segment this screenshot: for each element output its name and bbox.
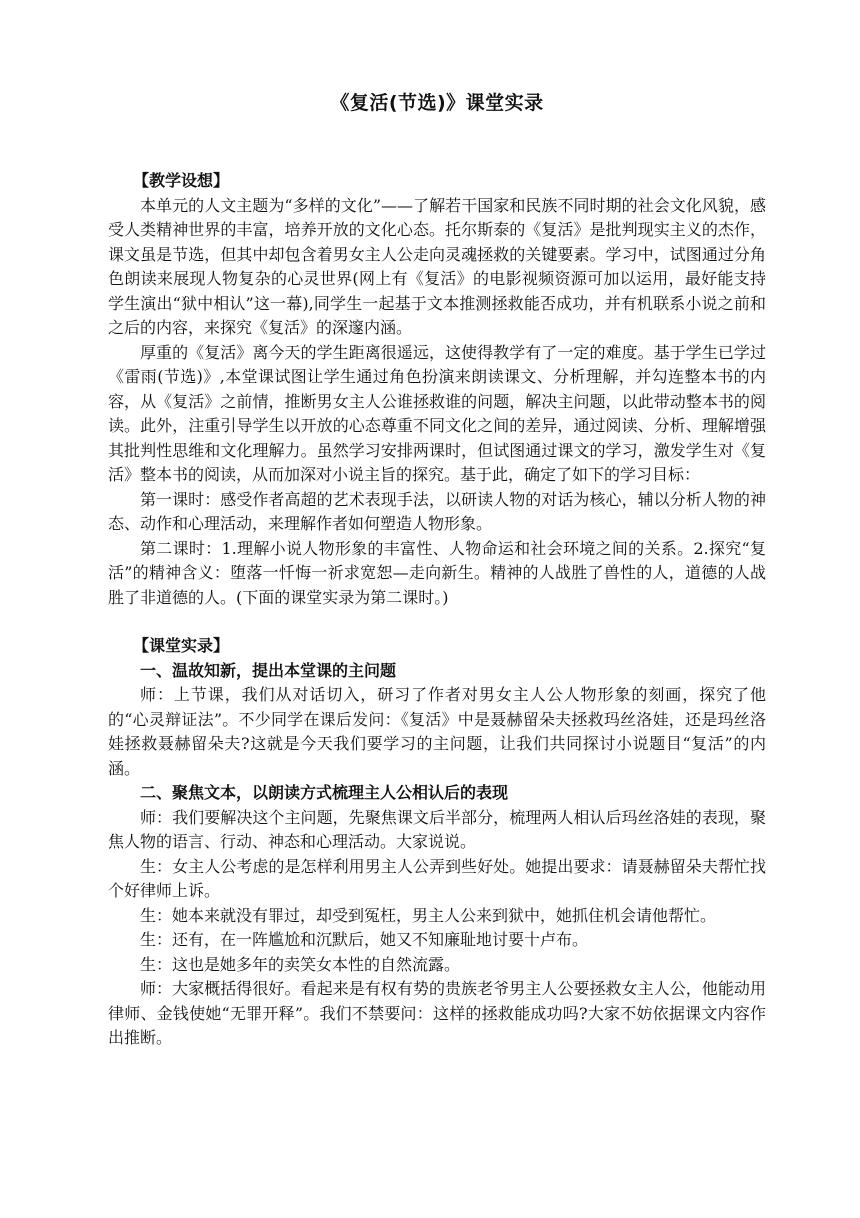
paragraph: 师：我们要解决这个主问题，先聚焦课文后半部分，梳理两人相认后玛丝洛娃的表现，聚焦人物的语言、行动、神态和心理活动。大家说说。 <box>108 807 766 851</box>
section-class-record <box>108 634 766 1051</box>
paragraph: 生：女主人公考虑的是怎样利用男主人公弄到些好处。她提出要求：请聂赫留朵夫帮忙找个好律师上诉。 <box>108 856 766 900</box>
paragraph: 厚重的《复活》离今天的学生距离很遥远，这使得教学有了一定的难度。基于学生已学过《雷雨(节选)》,本堂课试图让学生通过角色扮演来朗读课文、分析理解，并勾连整本书的内容，从《复活》之前情，推断男女主人公谁拯救谁的问题，解决主问题，以此带动整本书的阅读。此外，注重引导学生以开放的心态尊重不同文化之间的差异，通过阅读、分析、理解增强其批判性思维和文化理解力。虽然学习安排两课时，但试图通过课文的学习，激发学生对《复活》整本书的阅读，从而加深对小说主旨的探究。基于此，确定了如下的学习目标： <box>108 342 766 484</box>
section-heading-teaching-design: 【教学设想】 <box>133 171 230 190</box>
paragraph: 本单元的人文主题为“多样的文化”——了解若干国家和民族不同时期的社会文化风貌，感受人类精神世界的丰富，培养开放的文化心态。托尔斯泰的《复活》是批判现实主义的杰作，课文虽是节选，但其中却包含着男女主人公走向灵魂拯救的关键要素。学习中，试图通过分角色朗读来展现人物复杂的心灵世界(网上有《复活》的电影视频资源可加以运用，最好能支持学生演出“狱中相认”这一幕),同学生一起基于文本推测拯救能否成功，并有机联系小说之前和之后的内容，来探究《复活》的深邃内涵。 <box>108 195 766 337</box>
document-title: 《复活(节选)》课堂实录 <box>330 92 544 114</box>
paragraph: 第二课时：1.理解小说人物形象的丰富性、人物命运和社会环境之间的关系。2.探究“复活”的精神含义：堕落一忏悔一祈求宽恕—走向新生。精神的人战胜了兽性的人，道德的人战胜了非道德的人。(下面的课堂实录为第二课时。) <box>108 538 766 607</box>
paragraph: 师：上节课，我们从对话切入，研习了作者对男女主人公人物形象的刻画，探究了他的“心灵辩证法”。不少同学在课后发问：《复活》中是聂赫留朵夫拯救玛丝洛娃，还是玛丝洛娃拯救聂赫留朵夫?这就是今天我们要学习的主问题，让我们共同探讨小说题目“复活”的内涵。 <box>108 685 766 778</box>
section-heading-class-record: 【课堂实录】 <box>133 636 230 655</box>
paragraph: 师：大家概括得很好。看起来是有权有势的贵族老爷男主人公要拯救女主人公，他能动用律师、金钱使她“无罪开释”。我们不禁要问：这样的拯救能成功吗?大家不妨依据课文内容作出推断。 <box>108 979 766 1047</box>
subheading-focus-text: 二、聚焦文本，以朗读方式梳理主人公相认后的表现 <box>140 783 509 802</box>
section-teaching-design <box>108 169 766 610</box>
subheading-review: 一、温故知新，提出本堂课的主问题 <box>140 660 397 680</box>
paragraph: 第一课时：感受作者高超的艺术表现手法，以研读人物的对话为核心，辅以分析人物的神态、动作和心理活动，来理解作者如何塑造人物形象。 <box>108 489 766 533</box>
paragraph: 生：她本来就没有罪过，却受到冤枉，男主人公来到狱中，她抓住机会请他帮忙。 <box>140 905 717 925</box>
paragraph: 生：还有，在一阵尴尬和沉默后，她又不知廉耻地讨要十卢布。 <box>140 930 589 949</box>
section-spacer <box>108 610 766 634</box>
paragraph: 生：这也是她多年的卖笑女本性的自然流露。 <box>140 954 461 974</box>
